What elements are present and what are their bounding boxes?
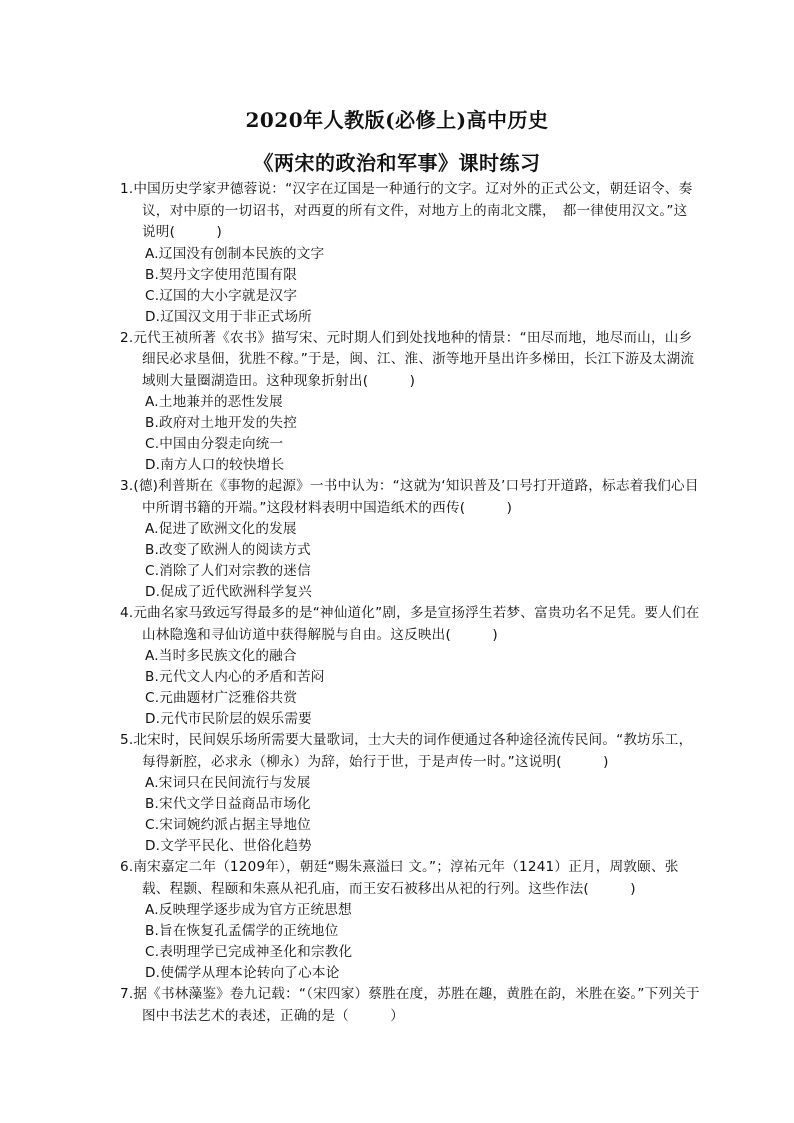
- option-c: C.中国由分裂走向统一: [145, 436, 284, 452]
- option-d: D.元代市民阶层的娱乐需要: [145, 711, 312, 727]
- option-a: A.当时多民族文化的融合: [145, 648, 297, 664]
- question-3: [120, 476, 700, 603]
- option-list: [120, 392, 700, 476]
- option-d: D.南方人口的较快增长: [145, 457, 285, 473]
- option-c: C.元曲题材广泛雅俗共赏: [145, 690, 298, 706]
- option-list: [120, 900, 700, 984]
- question-stem: 6.南宋嘉定二年（1209年），朝廷“赐朱熹溢曰 文。”；淳祐元年（1241）正月，周敦颐、张载、程颢、程颐和朱熹从祀孔庙，而王安石被移出从祀的行列。这些作法( ): [120, 859, 679, 897]
- option-list: [120, 773, 700, 857]
- option-b: B.契丹文字使用范围有限: [145, 266, 297, 283]
- option-c: C.消除了人们对宗教的迷信: [145, 563, 311, 579]
- question-1: [120, 179, 700, 328]
- question-stem: 4.元曲名家马致远写得最多的是“神仙道化”剧，多是宣扬浮生若梦、富贵功名不足凭。要人们在山林隐逸和寻仙访道中获得解脱与自由。这反映出( ): [120, 605, 700, 643]
- option-c: C.宋词婉约派占据主导地位: [145, 817, 311, 833]
- document-title: 2020年人教版(必修上)高中历史: [245, 108, 549, 132]
- question-stem: 1.中国历史学家尹德蓉说：“汉字在辽国是一种通行的文字。辽对外的正式公文，朝廷诏令、奏议，对中原的一切诏书，对西夏的所有文件，对地方上的南北文牒， 都一律使用汉文。”这说明( ): [120, 181, 693, 240]
- question-stem: 3.(德)利普斯在《事物的起源》一书中认为：“这就为‘知识普及’口号打开道路，标志着我们心目中所谓书籍的开端。”这段材料表明中国造纸术的西传( ): [120, 478, 699, 516]
- option-b: B.政府对土地开发的失控: [145, 415, 297, 431]
- option-list: [120, 646, 700, 730]
- question-2: [120, 328, 700, 477]
- option-c: C.表明理学已完成神圣化和宗教化: [145, 944, 353, 960]
- option-b: B.元代文人内心的矛盾和苦闷: [145, 669, 325, 685]
- question-4: [120, 603, 700, 730]
- option-d: D.促成了近代欧洲科学复兴: [145, 584, 312, 600]
- option-b: B.改变了欧洲人的阅读方式: [145, 542, 311, 558]
- option-d: D.使儒学从理本论转向了心本论: [145, 965, 340, 981]
- question-stem: 5.北宋时，民间娱乐场所需要大量歌词，士大夫的词作便通过各种途径流传民间。“教坊乐工，每得新腔，必求永（柳永）为辞，始行于世，于是声传一时。”这说明( ): [120, 732, 693, 770]
- document-subtitle: 《两宋的政治和军事》课时练习: [253, 151, 541, 175]
- question-stem: 2.元代王祯所著《农书》描写宋、元时期人们到处找地种的情景：“田尽而地，地尽而山，山乡细民必求垦佃，犹胜不稼。”于是，闽、江、淮、浙等地开垦出许多梯田，长江下游及太湖流域则大量圈湖造田。这种现象折射出( ): [120, 329, 695, 389]
- question-stem: 7.据《书林藻鉴》卷九记载：“（宋四家）蔡胜在度，苏胜在趣，黄胜在韵，米胜在姿。”下列关于图中书法艺术的表述，正确的是（ ）: [120, 986, 700, 1024]
- option-c: C.辽国的大小字就是汉字: [145, 287, 298, 304]
- option-a: A.土地兼并的恶性发展: [145, 394, 283, 410]
- option-d: D.文学平民化、世俗化趋势: [145, 838, 312, 854]
- question-list: [120, 179, 700, 1027]
- option-list: [120, 519, 700, 603]
- question-7: [120, 984, 700, 1027]
- option-a: A.辽国没有创制本民族的文字: [145, 245, 325, 262]
- question-5: [120, 730, 700, 857]
- option-a: A.宋词只在民间流行与发展: [145, 775, 311, 791]
- option-d: D.辽国汉文用于非正式场所: [145, 308, 312, 325]
- option-b: B.宋代文学日益商品市场化: [145, 796, 311, 812]
- question-6: [120, 857, 700, 984]
- option-a: A.反映理学逐步成为官方正统思想: [145, 902, 352, 918]
- option-list: [120, 244, 700, 328]
- option-b: B.旨在恢复孔孟儒学的正统地位: [145, 923, 339, 939]
- option-a: A.促进了欧洲文化的发展: [145, 521, 297, 537]
